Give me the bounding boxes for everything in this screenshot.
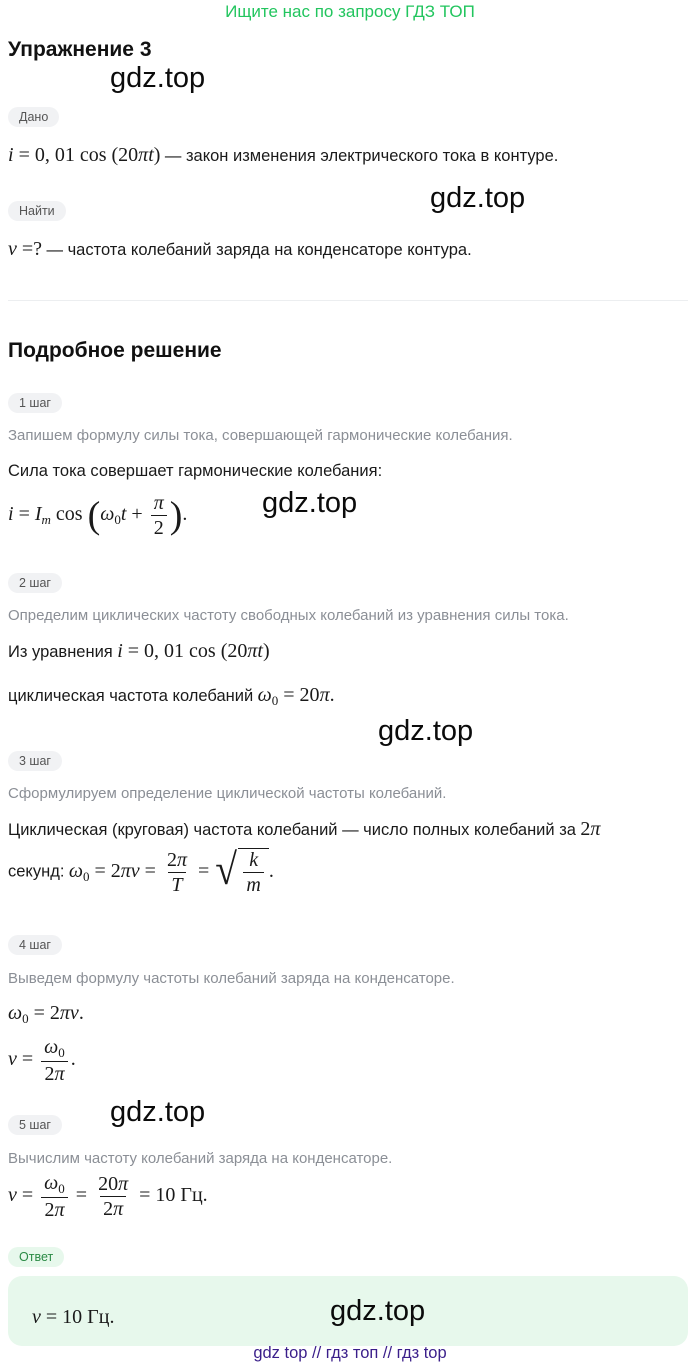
find-label: Найти xyxy=(8,201,66,221)
answer-unit: Гц. xyxy=(87,1306,115,1328)
find-formula: ν =? xyxy=(8,238,43,260)
step-5-badge xyxy=(8,1115,62,1135)
step-3-formula-a: 2π xyxy=(580,818,601,840)
step-3-text-a: Циклическая (круговая) частота колебаний — число полных колебаний за xyxy=(8,821,576,839)
search-banner[interactable]: Ищите нас по запросу ГДЗ ТОП xyxy=(225,2,475,21)
answer-label: Ответ xyxy=(8,1247,64,1267)
step-4-hint: Выведем формулу частоты колебаний заряда на конденсаторе. xyxy=(8,970,455,987)
step-3-line-a xyxy=(8,818,600,841)
footer-links[interactable]: gdz top // гдз топ // гдз top xyxy=(253,1344,447,1362)
step-3-text-b: секунд: xyxy=(8,862,65,881)
step-3-formula-b: $\omega_0 = 2\pi\nu$ = $\frac{2\pi}{T}$ = √ $\frac{k}{m}$ . xyxy=(68,845,274,896)
step-2-hint: Определим циклических частоту свободных колебаний из уравнения силы тока. xyxy=(8,607,569,624)
solution-title: Подробное решение xyxy=(8,339,222,362)
watermark: gdz.top xyxy=(330,1295,426,1327)
find-statement xyxy=(8,238,472,261)
step-1-badge xyxy=(8,393,62,413)
watermark: gdz.top xyxy=(430,182,526,214)
step-label: 2 шаг xyxy=(8,573,62,593)
given-label: Дано xyxy=(8,107,59,127)
step-2-text-a: Из уравнения xyxy=(8,643,113,661)
step-1-formula: $i = I_m$ $\cos (\omega_0t$ + $\frac{\pi}{2}$ ). xyxy=(8,492,188,539)
step-1-hint: Запишем формулу силы тока, совершающей гармонические колебания. xyxy=(8,427,513,444)
step-3-badge xyxy=(8,751,62,771)
step-2-badge xyxy=(8,573,62,593)
step-2-text-b: циклическая частота колебаний xyxy=(8,687,254,705)
watermark: gdz.top xyxy=(378,715,474,747)
watermark: gdz.top xyxy=(110,1096,206,1128)
given-statement xyxy=(8,144,558,167)
answer-badge xyxy=(8,1247,64,1267)
answer-formula: ν = 10 Гц. xyxy=(32,1306,115,1328)
step-3-line-b xyxy=(8,845,274,896)
step-2-formula-a: i = 0, 01 cos (20πt) xyxy=(117,640,270,662)
step-label: 5 шаг xyxy=(8,1115,62,1135)
exercise-title: Упражнение 3 xyxy=(8,38,152,61)
watermark: gdz.top xyxy=(262,487,358,519)
step-4-formula-a: $\omega_0 = 2\pi\nu$. xyxy=(8,1002,84,1026)
find-text: — частота колебаний заряда на конденсаторе контура. xyxy=(46,241,472,259)
step-2-line-a xyxy=(8,640,270,663)
step-2-line-b xyxy=(8,684,335,709)
step-label: 1 шаг xyxy=(8,393,62,413)
step-3-hint: Сформулируем определение циклической частоты колебаний. xyxy=(8,785,447,802)
step-label: 3 шаг xyxy=(8,751,62,771)
step-2-formula-b: $\omega_0 = 20\pi$. xyxy=(257,684,335,708)
step-4-formula-b: ν = $\frac{\omega_0}{2\pi}$ . xyxy=(8,1036,76,1086)
divider xyxy=(8,300,688,301)
step-label: 4 шаг xyxy=(8,935,62,955)
given-text: — закон изменения электрического тока в контуре. xyxy=(164,147,559,165)
step-5-hint: Вычислим частоту колебаний заряда на конденсаторе. xyxy=(8,1150,393,1167)
step-5-formula: ν = $\frac{\omega_0}{2\pi}$ = $\frac{20\pi}{2\pi}$ = 10 Гц. xyxy=(8,1172,208,1222)
step-4-badge xyxy=(8,935,62,955)
given-formula: i = 0, 01 cos (20πt) xyxy=(8,144,161,166)
step-1-text: Сила тока совершает гармонические колебания: xyxy=(8,462,383,480)
find-badge xyxy=(8,201,66,221)
given-badge xyxy=(8,107,59,127)
watermark: gdz.top xyxy=(110,62,206,94)
